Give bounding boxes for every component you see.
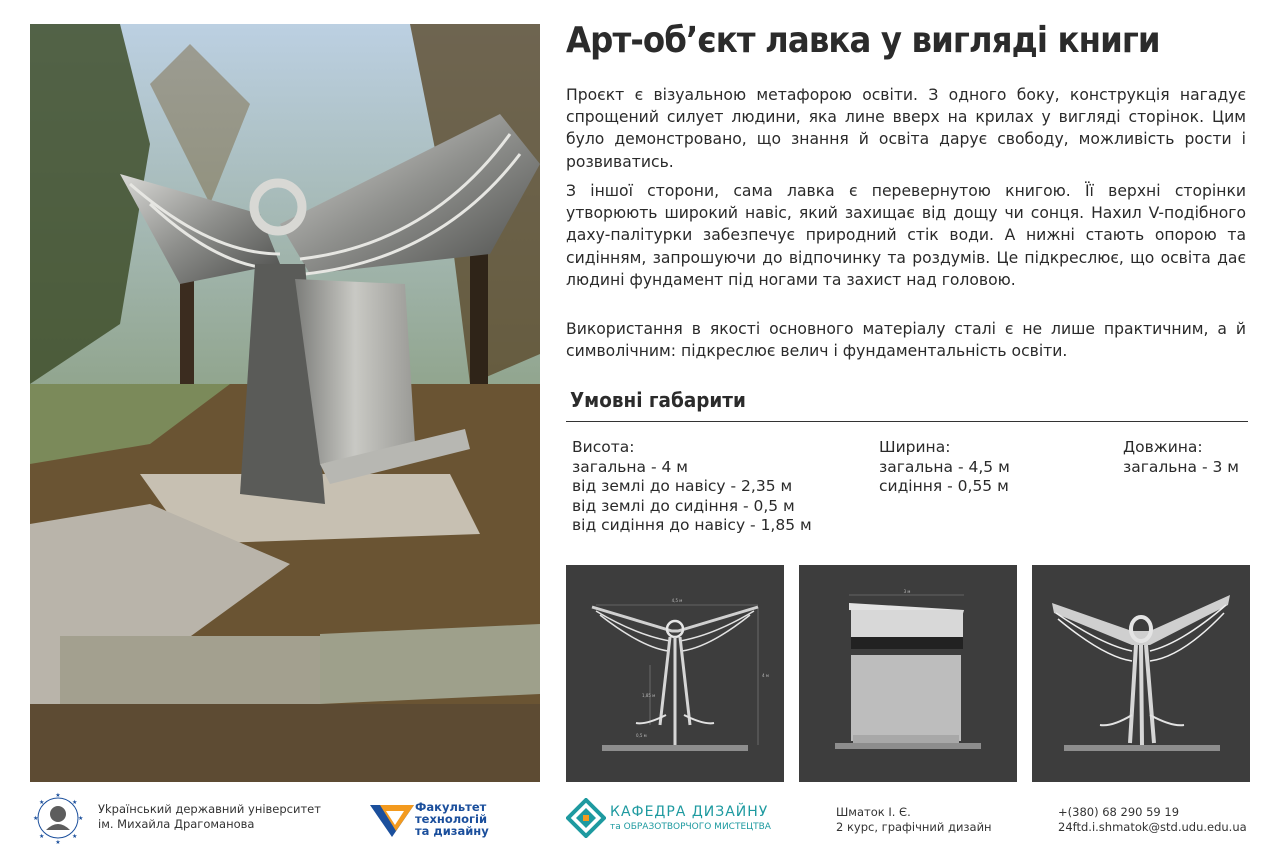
university-name-line-1: Уkраїнський державний університет (98, 802, 321, 816)
bench-photo (30, 24, 540, 782)
faculty-name-line-3: та дизайну (415, 824, 489, 838)
svg-text:★: ★ (78, 815, 84, 822)
seat-dim-label: 0,5 м (636, 733, 647, 738)
render-front-view (566, 565, 784, 782)
page-title: Арт-обʼєкт лавка у вигляді книги (566, 20, 1160, 61)
author-course: 2 курс, графічний дизайн (836, 820, 992, 834)
faculty-name (415, 801, 489, 837)
height-ground-to-canopy: від землі до навісу - 2,35 м (572, 477, 793, 495)
department-name (610, 805, 771, 835)
faculty-logo (370, 803, 416, 839)
author-info (836, 805, 992, 835)
height-dimensions (572, 438, 812, 536)
dimensions-heading: Умовні габарити (570, 388, 746, 412)
length-total: загальна - 3 м (1123, 457, 1239, 476)
svg-text:★: ★ (33, 815, 39, 822)
render-perspective-view (1032, 565, 1250, 782)
description-paragraph-2: З іншої сторони, сама лавка є перевернутою книгою. Її верхні сторінки утворюють широкий навіс, який захищає від дощу чи сонця. Нахил V-подібного даху-палітурки забезпечує природний стік води. А нижні стають опорою та сидінням, запрошуючи до відпочинку та роздумів. Це підкреслює, що освіта дає людині фундамент під ногами та захист над головою. (566, 182, 1246, 289)
render-side-view (799, 565, 1017, 782)
description-paragraph-3: Використання в якості основного матеріалу сталі є не лише практичним, а й символічним: підкреслює велич і фундаментальність освіти. (566, 320, 1246, 361)
height-total: загальна - 4 м (572, 457, 688, 476)
height-seat-to-canopy: від сидіння до навісу - 1,85 м (572, 516, 812, 534)
svg-text:★: ★ (39, 833, 45, 840)
width-dim-label: 4,5 м (671, 598, 683, 603)
canopy-dim-label: 1,85 м (642, 693, 656, 698)
width-label: Ширина: (879, 438, 951, 456)
length-dim-label: 3 м (903, 589, 911, 594)
dimensions-divider (566, 421, 1248, 422)
department-name-line-1: КАФЕДРА ДИЗАЙНУ (610, 804, 769, 820)
university-name-line-2: ім. Михайла Драгоманова (98, 817, 255, 831)
contact-phone[interactable]: +(380) 68 290 59 19 (1058, 805, 1180, 819)
svg-text:★: ★ (55, 839, 61, 846)
contact-email[interactable]: 24ftd.i.shmatok@std.udu.edu.ua (1058, 820, 1247, 834)
svg-text:★: ★ (72, 799, 78, 806)
department-name-line-2: та ОБРАЗОТВОРЧОГО МИСТЕЦТВА (610, 822, 771, 832)
svg-text:★: ★ (39, 799, 45, 806)
svg-text:★: ★ (55, 792, 61, 799)
university-logo (30, 790, 86, 846)
contact-info (1058, 805, 1247, 835)
faculty-name-line-2: технологій (415, 812, 488, 826)
width-seat: сидіння - 0,55 м (879, 477, 1009, 495)
department-logo (566, 798, 606, 838)
description-paragraph-1: Проєкт є візуальною метафорою освіти. З одного боку, конструкція нагадує спрощений силует людини, яка лине вверх на крилах у вигляді сторінок. Цим було демонстровано, що знання й освіта дарує свободу, можливість рости і розвиватись. (566, 86, 1246, 171)
university-name (98, 802, 321, 832)
width-dimensions (879, 438, 1010, 497)
author-name: Шматок І. Є. (836, 805, 911, 819)
svg-text:★: ★ (72, 833, 78, 840)
faculty-name-line-1: Факультет (415, 800, 487, 814)
height-dim-label: 4 м (762, 673, 769, 678)
height-label: Висота: (572, 438, 635, 456)
width-total: загальна - 4,5 м (879, 457, 1010, 476)
height-ground-to-seat: від землі до сидіння - 0,5 м (572, 496, 795, 515)
length-label: Довжина: (1123, 438, 1203, 456)
bench-photo-illustration (30, 24, 540, 782)
length-dimensions (1123, 438, 1239, 477)
